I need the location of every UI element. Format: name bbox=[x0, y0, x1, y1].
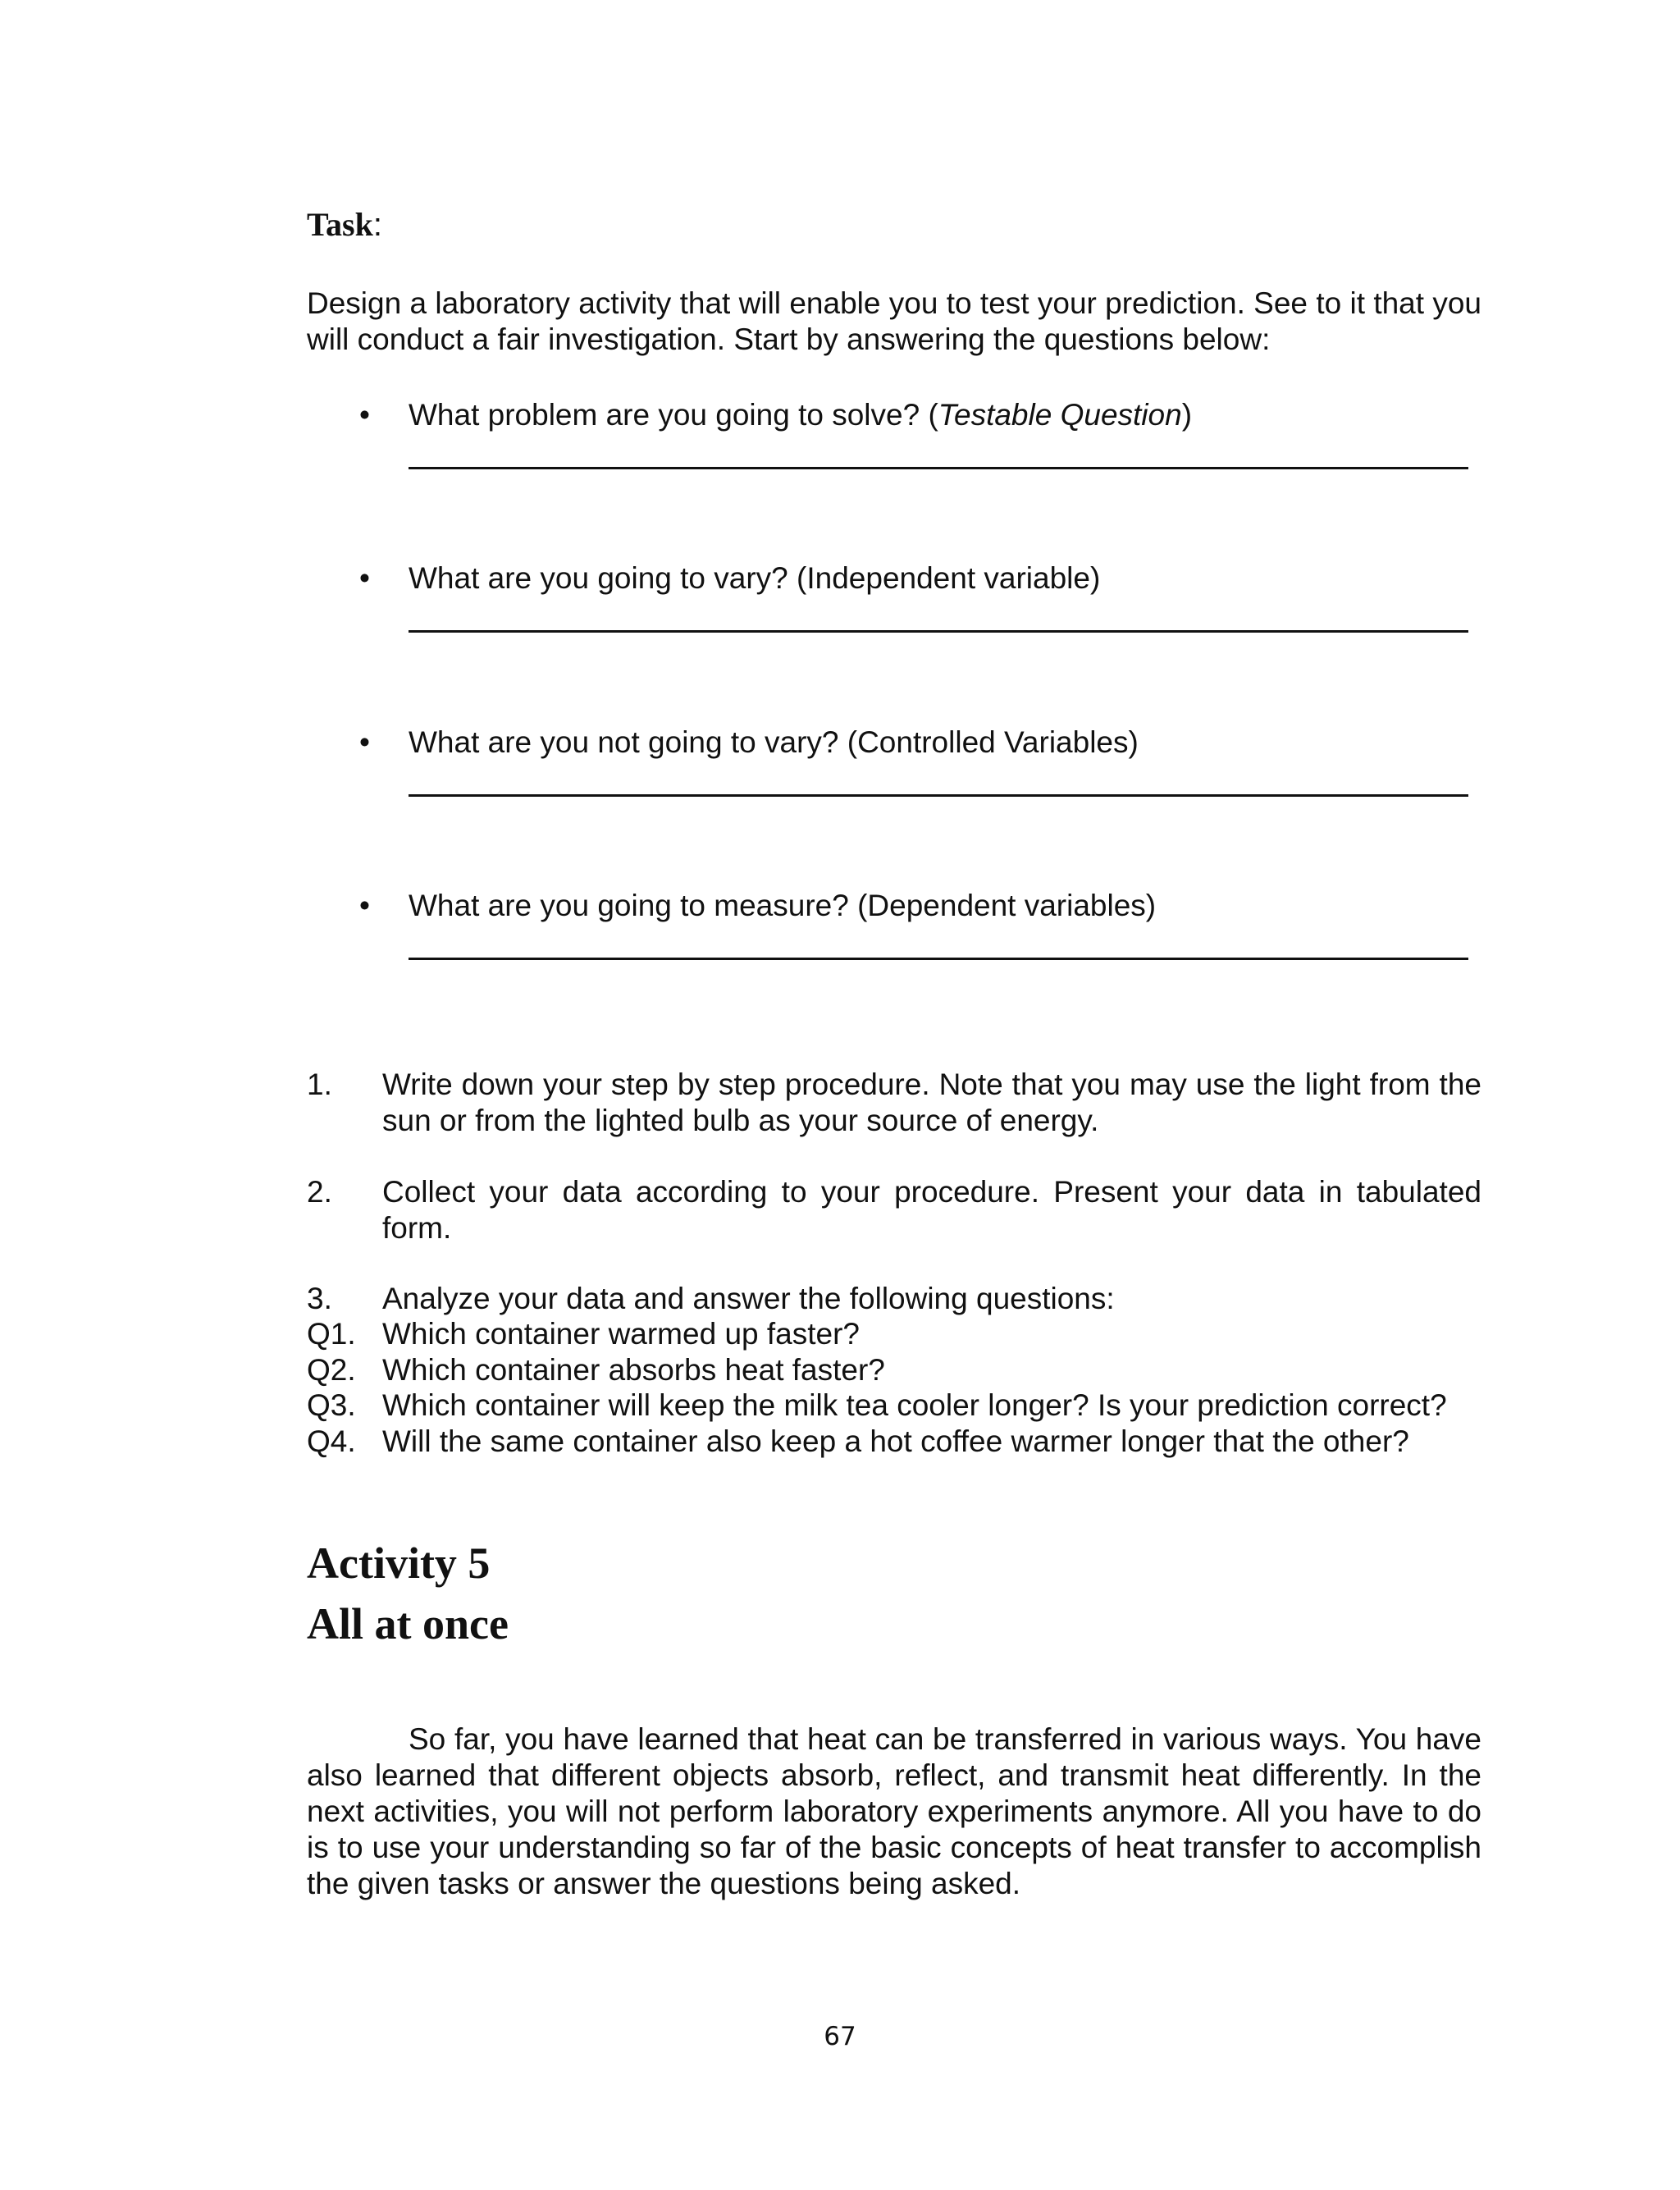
question-number: Q3. bbox=[307, 1388, 356, 1422]
bullet-text: What are you not going to vary? (Controlled Variables) bbox=[409, 725, 1139, 759]
step-text: Analyze your data and answer the following questions: bbox=[382, 1282, 1115, 1315]
bullet-testable-question bbox=[307, 397, 1481, 487]
bullet-text: What are you going to vary? (Independent variable) bbox=[409, 561, 1101, 595]
page-number: 67 bbox=[824, 2022, 856, 2051]
bullet-dot: • bbox=[359, 889, 370, 922]
answer-line[interactable] bbox=[409, 630, 1468, 633]
answer-line[interactable] bbox=[409, 467, 1468, 469]
bullet-dot: • bbox=[359, 398, 370, 432]
activity-number: Activity 5 bbox=[307, 1538, 491, 1588]
bullet-dependent-variables bbox=[307, 888, 1481, 978]
question-text: Which container will keep the milk tea cooler longer? Is your prediction correct? bbox=[382, 1388, 1447, 1422]
step-text: Write down your step by step procedure. Note that you may use the light from the sun or from the lighted bulb as your source of energy. bbox=[382, 1068, 1481, 1137]
intro-paragraph: Design a laboratory activity that will enable you to test your prediction. See to it that you will conduct a fair investigation. Start by answering the questions below: bbox=[307, 286, 1481, 356]
task-heading-text: Task bbox=[307, 206, 373, 243]
step-number: 3. bbox=[307, 1282, 332, 1315]
bullet-text-suffix: ) bbox=[1181, 398, 1193, 432]
question-number: Q1. bbox=[307, 1317, 356, 1351]
bullet-controlled-variables bbox=[307, 725, 1481, 815]
step-item-3 bbox=[307, 1281, 1481, 1317]
question-number: Q4. bbox=[307, 1424, 356, 1458]
closing-paragraph: So far, you have learned that heat can be transferred in various ways. You have also learned that different objects absorb, reflect, and transmit heat differently. In the next activities, you will not perform laboratory experiments anymore. All you have to do is to use your understanding so far of the basic concepts of heat transfer to accomplish the given tasks or answer the questions being asked. bbox=[307, 1722, 1481, 1900]
step-item-2 bbox=[307, 1174, 1481, 1246]
answer-line[interactable] bbox=[409, 958, 1468, 960]
bullet-text: What are you going to measure? (Dependent variables) bbox=[409, 889, 1157, 922]
task-heading-colon: : bbox=[372, 207, 382, 243]
bullet-dot: • bbox=[359, 561, 370, 595]
bullet-text-emphasis: Testable Question bbox=[938, 398, 1182, 432]
bullet-independent-variable bbox=[307, 560, 1481, 651]
step-item-1 bbox=[307, 1067, 1481, 1139]
bullet-text bbox=[409, 397, 1192, 433]
step-number: 1. bbox=[307, 1068, 332, 1101]
activity-heading bbox=[307, 1533, 1481, 1654]
question-text: Which container warmed up faster? bbox=[382, 1317, 860, 1351]
step-number: 2. bbox=[307, 1175, 332, 1209]
question-text: Which container absorbs heat faster? bbox=[382, 1353, 885, 1387]
activity-title: All at once bbox=[307, 1599, 509, 1648]
step-text: Collect your data according to your procedure. Present your data in tabulated form. bbox=[382, 1175, 1481, 1245]
question-text: Will the same container also keep a hot coffee warmer longer that the other? bbox=[382, 1424, 1409, 1458]
bullet-dot: • bbox=[359, 725, 370, 759]
answer-line[interactable] bbox=[409, 794, 1468, 797]
bullet-text-prefix: What problem are you going to solve? ( bbox=[409, 398, 938, 432]
question-number: Q2. bbox=[307, 1353, 356, 1387]
task-heading bbox=[307, 205, 1481, 245]
